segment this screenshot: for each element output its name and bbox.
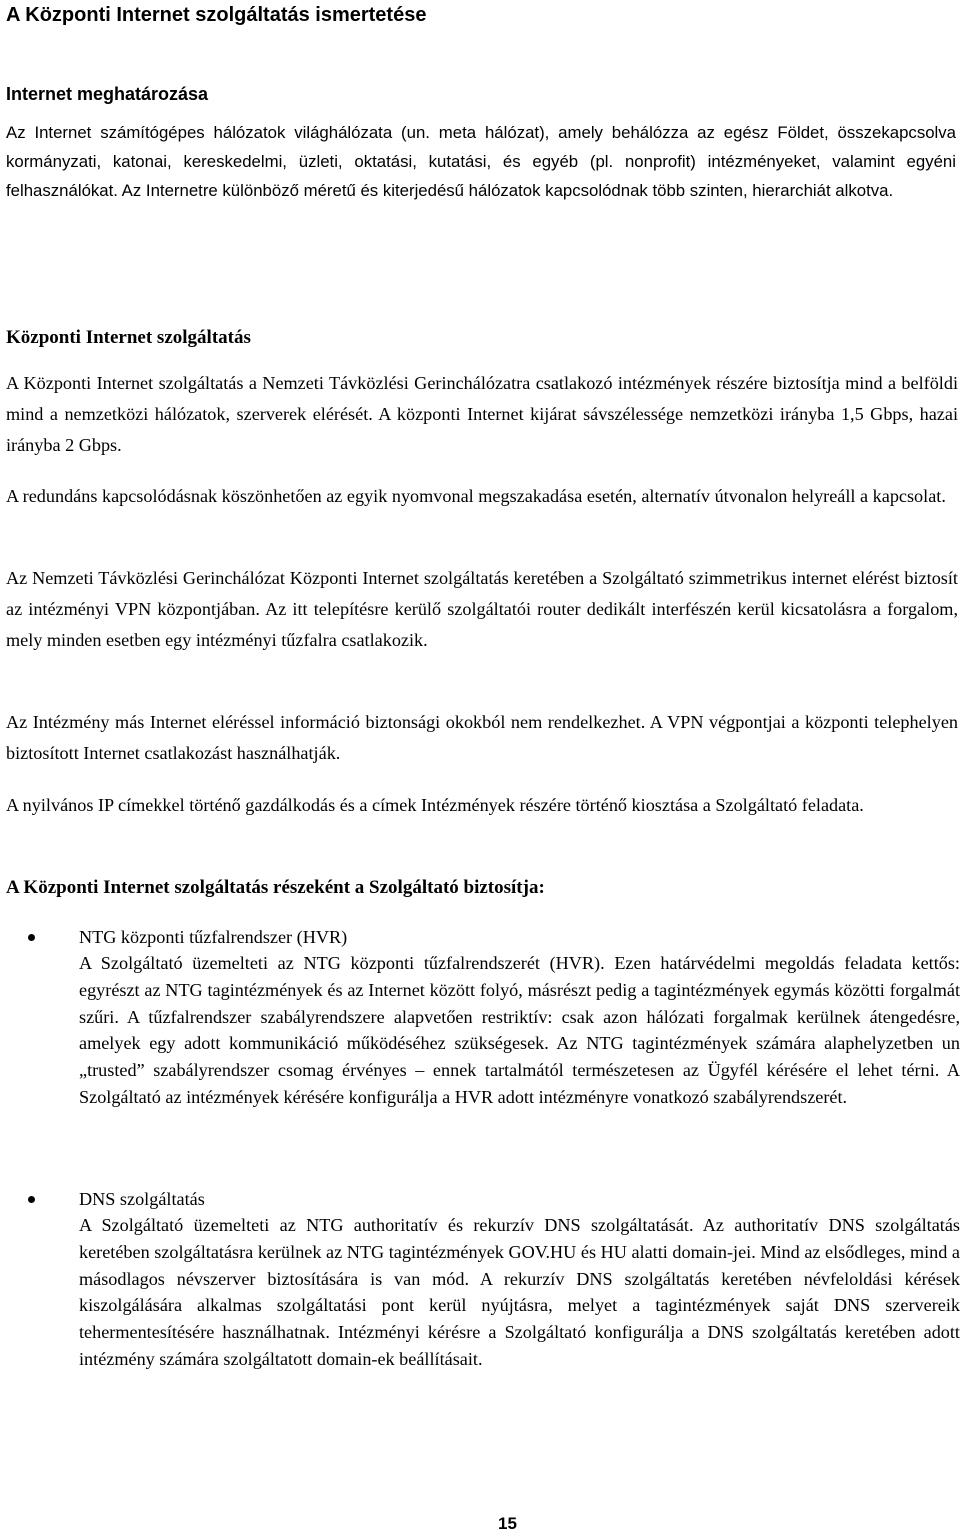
page-number: 15 <box>498 1514 517 1533</box>
paragraph-vpn-access: Az Nemzeti Távközlési Gerinchálózat Központi Internet szolgáltatás keretében a Szolgáltató szimmetrikus internet elérést biztosít az intézményi VPN központjában. Az itt telepítésre kerülő szolgáltatói router dedikált interfészén kerül kicsatolásra a forgalom, mely minden esetben egy intézményi tűzfalra csatlakozik. <box>6 568 958 650</box>
paragraph-institution-restriction: Az Intézmény más Internet eléréssel információ biztonsági okokból nem rendelkezhet. A VPN végpontjai a központi telephelyen biztosított Internet csatlakozást használhatják. <box>6 712 958 763</box>
section-heading-central-internet-service: Központi Internet szolgáltatás <box>6 327 251 348</box>
paragraph-public-ip: A nyilvános IP címekkel történő gazdálkodás és a címek Intézmények részére történő kiosztása a Szolgáltató feladata. <box>6 795 864 815</box>
bullet-icon <box>28 1196 35 1203</box>
section-heading-provided-services: A Központi Internet szolgáltatás részeként a Szolgáltató biztosítja: <box>6 877 545 898</box>
paragraph-internet-definition: Az Internet számítógépes hálózatok világhálózata (un. meta hálózat), amely behálózza az egész Földet, összekapcsolva kormányzati, katonai, kereskedelmi, üzleti, oktatási, kutatási, és egyéb (pl. nonprofit) intézményeket, valamint egyéni felhasználókat. Az Internetre különböző méretű és kiterjedésű hálózatok kapcsolódnak több szinten, hierarchiát alkotva. <box>6 123 956 200</box>
document-title: A Központi Internet szolgáltatás ismertetése <box>6 4 427 26</box>
paragraph-service-overview: A Központi Internet szolgáltatás a Nemzeti Távközlési Gerinchálózatra csatlakozó intézmények részére biztosítja mind a belföldi mind a nemzetközi hálózatok, szerverek elérését. A központi Internet kijárat sávszélessége nemzetközi irányba 1,5 Gbps, hazai irányba 2 Gbps. <box>6 373 958 455</box>
bullet-icon <box>28 934 35 941</box>
paragraph-redundancy: A redundáns kapcsolódásnak köszönhetően az egyik nyomvonal megszakadása esetén, alternatív útvonalon helyreáll a kapcsolat. <box>6 486 946 506</box>
list-item-title: NTG központi tűzfalrendszer (HVR) <box>79 927 348 947</box>
list-item-body: A Szolgáltató üzemelteti az NTG központi tűzfalrendszerét (HVR). Ezen határvédelmi megoldás feladata kettős: egyrészt az NTG tagintézmények és az Internet között folyó, másrészt pedig a tagintézmények egymás közötti forgalmát szűri. A tűzfalrendszer szabályrendszere alapvetően restriktív: csak azon hálózati forgalmak kerülnek átengedésre, amelyek egy adott kommunikáció működéséhez szükségesek. Az NTG tagintézmények számára alaphelyzetben un „trusted” szabályrendszer csomag érvényes – ennek tartalmától természetesen az Ügyfél kérésére el lehet térni. A Szolgáltató az intézmények kérésére konfigurálja a HVR adott intézményre vonatkozó szabályrendszerét. <box>79 953 960 1107</box>
list-item-body: A Szolgáltató üzemelteti az NTG authoritatív és rekurzív DNS szolgáltatását. Az authoritatív DNS szolgáltatás keretében szolgáltatásra kerülnek az NTG tagintézmények GOV.HU és HU alatti domain-jei. Mind az elsődleges, mind a másodlagos névszerver biztosítására is van mód. A rekurzív DNS szolgáltatás keretében névfeloldási kérések kiszolgálására alkalmas szolgáltatási pont kerül nyújtásra, melyet a tagintézmények saját DNS szervereik tehermentesítésére használhatnak. Intézményi kérésre a Szolgáltató konfigurálja a DNS szolgáltatás keretében adott intézmény számára szolgáltatott domain-ek beállításait. <box>79 1215 960 1369</box>
section-heading-internet-definition: Internet meghatározása <box>6 84 209 104</box>
list-item-title: DNS szolgáltatás <box>79 1189 205 1209</box>
